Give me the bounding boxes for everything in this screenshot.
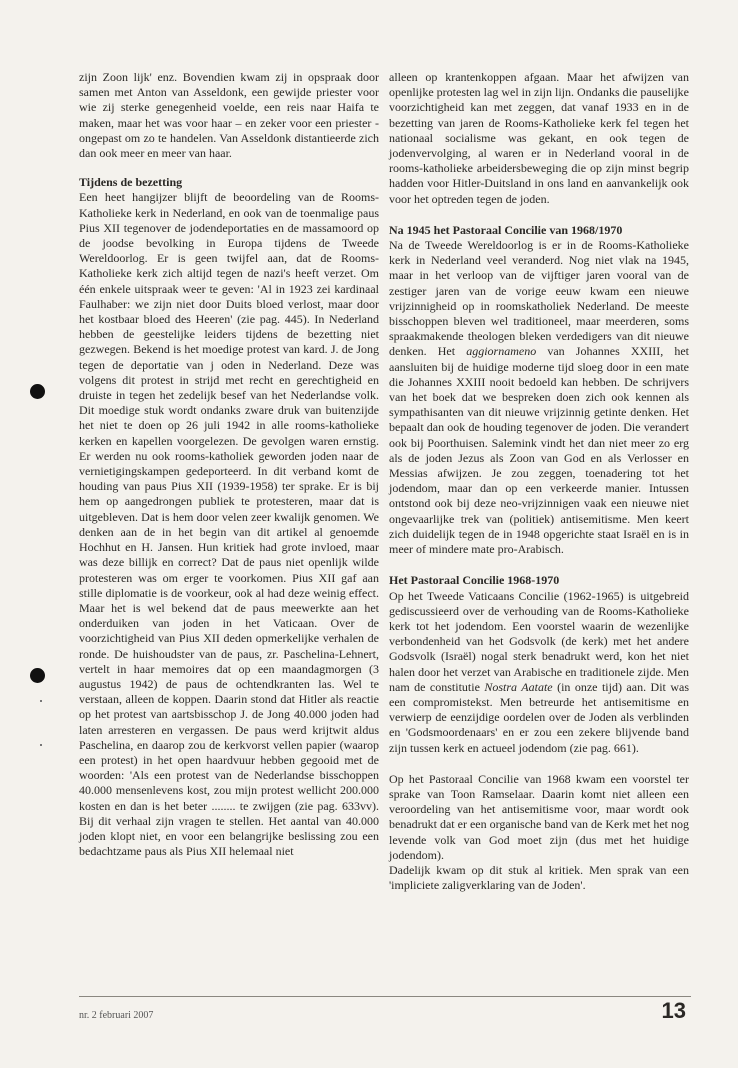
right-paragraph-4: Op het Pastoraal Concilie van 1968 kwam een voorstel ter sprake van Toon Ramselaar. Daarin komt niet alleen een veroordeling van het antisemitisme voor, maar wordt ook benadrukt dat er een organische band van de Kerk met het nog levende volk van God moet zijn (dus met het huidige jodendom). — [389, 771, 689, 862]
scan-speck — [40, 744, 42, 746]
right-paragraph-1: alleen op krantenkoppen afgaan. Maar het afwijzen van openlijke protesten lag wel in zijn lijn. Ondanks die pauselijke voorzichtigheid kan met zeggen, dat vanaf 1933 en in de bezetting van jaren de Rooms-Katholieke kerk fel tegen het nationaal socialisme was gekant, en ook tegen de jodenvervolging, al waren er in Nederland vooral in de rooms-katholieke arbeidersbeweging die op zijn minst begrip hadden voor Hitler-Duitsland in ons land en aanvankelijk ook voor het optreden tegen de joden. — [389, 70, 689, 206]
italic-title: Nostra Aatate — [484, 679, 553, 694]
heading-na-1945: Na 1945 het Pastoraal Concilie van 1968/1970 — [389, 222, 623, 237]
italic-term: aggiornameno — [466, 344, 537, 359]
binder-hole-bottom — [30, 668, 45, 683]
left-paragraph-2: Een heet hangijzer blijft de beoordeling van de Rooms-Katholieke kerk in Nederland, en ook van de toenmalige paus Pius XII tegenover de jodendeportaties en de massamoord op de joodse bevolking in Europa tijdens de Tweede Wereldoorlog. Er is geen twijfel aan, dat de Rooms-Katholieke kerk zich altijd tegen de nazi's heeft verzet. Om één enkele uitspraak weer te geven: 'Al in 1923 zei kardinaal Faulhaber: we zijn niet door Duits bloed verlost, maar door het kostbaar bloed des Heeren' (zie pag. 445). In Nederland hebben de geestelijke leiders tijdens de bezetting niet gezwegen. Bekend is het moedige protest van kard. J. de Jong tegen de deportatie van j oden in Nederland. Deze was volgens dit protest in strijd met recht en gerechtigheid en druiste in tegen het zedelijk besef van het Nederlandse volk. Dit moedige stuk wordt ondanks zware druk van buitenzijde het niet te doen op 26 juli 1942 in alle rooms-katholieke kerken en kapellen voorgelezen. De gevolgen waren ernstig. Er werden nu ook rooms-katholiek geworden joden naar de vernietigingskampen gedeporteerd. In dit verband komt de houding van paus Pius XII (1939-1958) ter sprake. Er is bij hem op aangedrongen publiek te protesteren, maar dat is uitgebleven. Dat is hem door velen zeer kwalijk genomen. We denken aan de in het begin van dit artikel al genoemde Hochhut en H. Jansen. Hun kritiek had grote invloed, maar was deze billijk en correct? Dat de paus niet openlijk wilde protesteren was om erger te voorkomen. Pius XII gaf aan stille diplomatie is de voorkeur, ook al had deze weinig effect. Maar het is wel bekend dat de paus meewerkte aan het onderduiken van joden in het Vaticaan. Over de voorzichtigheid van Pius XII deden opmerkelijke verhalen de ronde. De huishoudster van de paus, zr. Paschelina-Lehnert, vertelt in haar memoires dat op een maandagmorgen (3 augustus 1942) de paus de ochtendkranten las. Wel te verstaan, alleen de koppen. Daarin stond dat Hitler als reactie op het protest van aartsbisschop J. de Jong 40.000 joden had laten arresteren en vergassen. De paus werd krijtwit aldus Paschelina, en daarop zou de kerkvorst vellen papier (waarop een protest) in het open haardvuur hebben gegooid met de woorden: 'Als een protest van de Nederlandse bisschoppen 40.000 mensenlevens kost, zou mijn protest wellicht 200.000 kosten en dan is het beter ........ te zwijgen (zie pag. 633vv). Bij dit verhaal zijn vragen te stellen. Het aantal van 40.000 joden klopt niet, en voor een belangrijke beslissing zou een bedachtzame paus als Pius XII helemaal niet — [79, 190, 379, 859]
scan-speck — [40, 700, 42, 702]
text-run: van Johannes XXIII, het aansluiten bij de huidige moderne tijd sloeg door in een mate die Johannes XXIII nooit bedoeld kan hebben. De schrijvers van het boek dat we bespreken doen zich ook kennen als sympathisanten van dit nieuwe vrijzinnig getinte denken. Het bepaalt dan ook de houding tegenover de joden. Die verandert ook bij Poorthuisen. Salemink vindt het dan niet meer zo erg als de joden Jezus als Zoon van God en als Verlosser en Messias afwijzen. Je zou zeggen, toenadering tot het jodendom, maar dan op een verkeerde manier. Intussen ontstond ook bij deze neo-vrijzinnigen vaak een nieuwe niet ongevaarlijke trek van (politiek) antisemitisme. Men keert zich duidelijk tegen de in 1948 opgerichte staat Israël en is in meer of mindere mate pro-Arabisch. — [389, 344, 689, 557]
issue-label: nr. 2 februari 2007 — [79, 1010, 154, 1021]
left-column — [79, 70, 379, 859]
right-paragraph-5: Dadelijk kwam op dit stuk al kritiek. Men sprak van een 'impliciete zaligverklaring van de Joden'. — [389, 862, 689, 893]
right-paragraph-3 — [389, 589, 689, 756]
right-paragraph-2 — [389, 238, 689, 557]
page-number: 13 — [661, 998, 686, 1023]
heading-pastoraal-concilie: Het Pastoraal Concilie 1968-1970 — [389, 573, 560, 588]
text-run: Op het Tweede Vaticaans Concilie (1962-1965) is uitgebreid gediscussieerd over de verhouding van de Rooms-Katholieke kerk tot het jodendom. Een voorstel waarin de wezenlijke verbondenheid van het Godsvolk (de kerk) met het andere Godsvolk (Israël) nogal sterk benadrukt werd, kon het niet halen door het verzet van Arabische en traditionele zijde. Men nam de constitutie — [389, 588, 689, 694]
text-run: Na de Tweede Wereldoorlog is er in de Rooms-Katholieke kerk in Nederland veel veranderd. Nog niet vlak na 1945, maar in het verloop van de vijftiger jaren vooral van de zestiger jaren van de vorige eeuw kwam een nieuwe vrijzinnigheid op in roomskatholiek Nederland. De meeste bisschoppen bleven wel traditioneel, maar meerderen, soms spraakmakende theologen bleken verdedigers van dit nieuwe denken. Het — [389, 238, 689, 359]
right-column — [389, 70, 689, 893]
footer-rule — [79, 996, 691, 997]
left-paragraph-1: zijn Zoon lijk' enz. Bovendien kwam zij in opspraak door samen met Anton van Asseldonk, een gewijde priester voor wie zij sterke genegenheid voelde, een reis naar Haifa te maken, maar het was voor haar – en zeker voor een priester - ongepast om zo te handelen. Van Asseldonk distantieerde zich dan ook meer en meer van haar. — [79, 70, 379, 161]
text-run: (in onze tijd) aan. Dit was een compromistekst. Men betreurde het antisemitisme en verwierp de eenzijdige oordelen over de Joden als verblinden en 'Godsmoordenaars' en er zou een zekere blijvende band zijn tussen kerk en actueel jodendom (zie pag. 661). — [389, 679, 689, 755]
heading-tijdens-de-bezetting: Tijdens de bezetting — [79, 175, 183, 190]
binder-hole-top — [30, 384, 45, 399]
